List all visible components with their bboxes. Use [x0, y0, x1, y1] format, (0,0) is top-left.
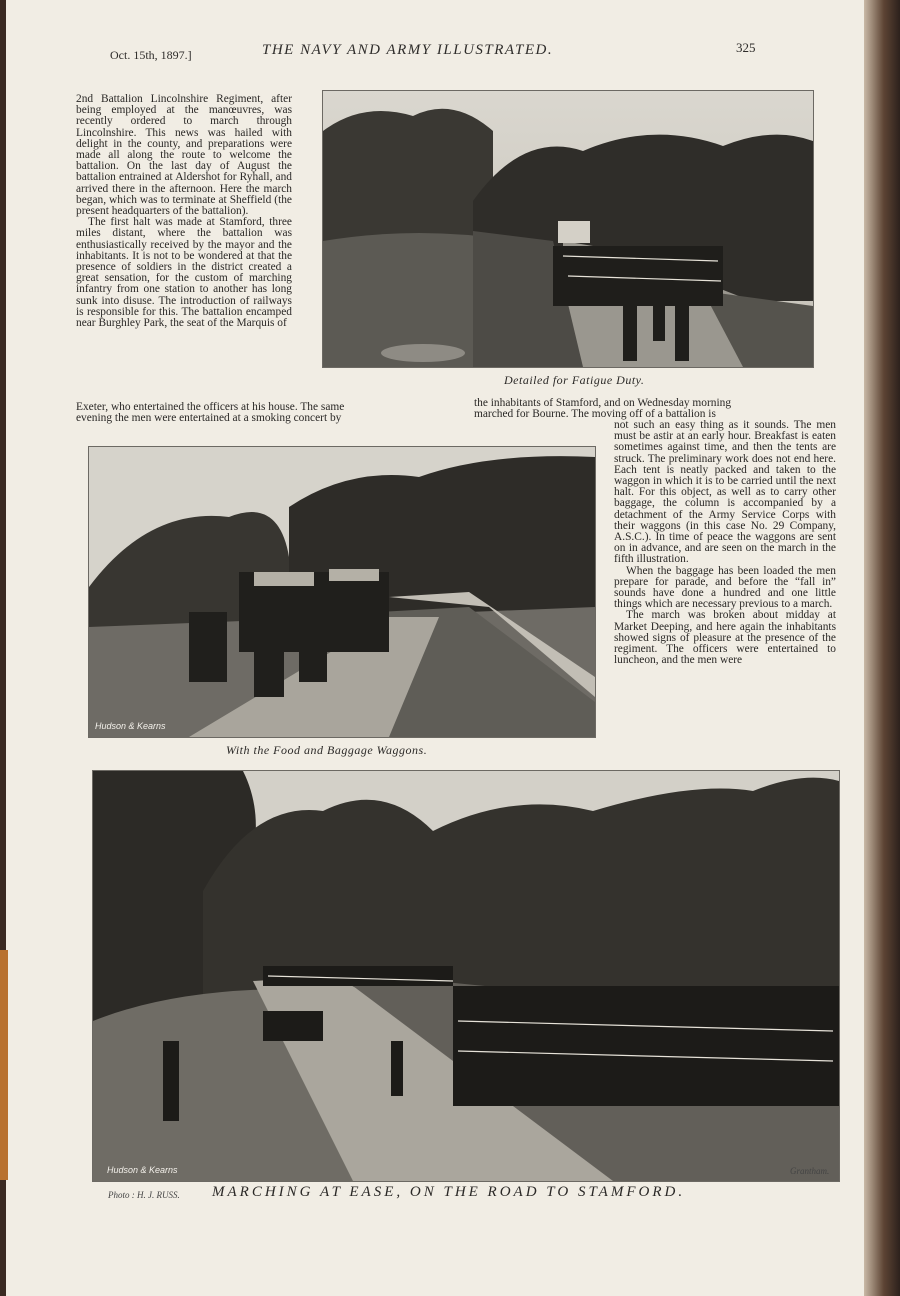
photo-marching-at-ease — [92, 770, 840, 1182]
photo-baggage-waggons — [88, 446, 596, 738]
article-paragraph: not such an easy thing as it sounds. The men must be astir at an early hour. Breakfast is eaten sometimes against time, and then the tents are struck. The preliminary work does not end here. Each tent is neatly packed and taken to the waggon in which it is to be carried until the next halt. For this object, as well as to carry other baggage, the column is accompanied by a detachment of the Army Service Corps with their waggons (in this case No. 29 Company, A.S.C.). In time of peace the waggons are sent on in advance, and are seen on the march in the fifth illustration. — [614, 419, 836, 566]
article-paragraph: 2nd Battalion Lincolnshire Regiment, after being employed at the manœuvres, was recently ordered to march through Lincolnshire. This news was hailed with delight in the county, and preparations were made all along the route to welcome the battalion. On the last day of August the battalion entrained at Aldershot for Ryhall, and arrived there in the afternoon. Here the march began, which was to terminate at Sheffield (the present headquarters of the battalion). — [76, 93, 292, 218]
scan-border — [864, 0, 900, 1296]
caption-fatigue-duty: Detailed for Fatigue Duty. — [504, 373, 645, 387]
article-line: Exeter, who entertained the officers at his house. The same — [76, 401, 345, 413]
article-paragraph: The first halt was made at Stamford, three miles distant, where the battalion was enthusiastically received by the mayor and the inhabitants. It is not to be wondered at that the presence of soldiers in the district created a great sensation, for the custom of marching infantry from one station to another has long sunk into disuse. The introduction of railways is responsible for this. The battalion encamped near Burghley Park, the seat of the Marquis of — [76, 216, 292, 330]
page-edge-tab — [0, 950, 8, 1180]
article-mid-lines — [474, 398, 836, 420]
caption-baggage-waggons: With the Food and Baggage Waggons. — [226, 743, 428, 757]
photo-location: Grantham. — [790, 1166, 830, 1176]
article-line: the inhabitants of Stamford, and on Wednesday morning — [474, 397, 732, 409]
caption-marching-at-ease: MARCHING AT EASE, ON THE ROAD TO STAMFORD. — [212, 1184, 686, 1200]
photo-fatigue-duty — [322, 90, 814, 368]
photographer-stamp: Hudson & Kearns — [95, 721, 166, 731]
issue-date: Oct. 15th, 1897.] — [110, 48, 192, 62]
article-column-1 — [76, 94, 292, 329]
photo-credit: Photo : H. J. RUSS. — [108, 1190, 180, 1200]
article-span-lines — [76, 402, 450, 424]
page-header — [6, 38, 890, 62]
publication-title: THE NAVY AND ARMY ILLUSTRATED. — [262, 42, 554, 58]
photographer-stamp: Hudson & Kearns — [107, 1165, 178, 1175]
article-paragraph: The march was broken about midday at Market Deeping, and here again the inhabitants showed signs of pleasure at the presence of the regiment. The officers were entertained to luncheon, and the men were — [614, 609, 836, 667]
article-line: evening the men were entertained at a smoking concert by — [76, 412, 342, 425]
article-line: marched for Bourne. The moving off of a battalion is — [474, 408, 716, 421]
article-paragraph: When the baggage has been loaded the men prepare for parade, and before the “fall in” sounds have done a hundred and one little things which are necessary previous to a march. — [614, 564, 836, 611]
page-number: 325 — [736, 40, 756, 55]
magazine-page — [6, 0, 890, 1296]
article-column-2 — [614, 420, 836, 666]
